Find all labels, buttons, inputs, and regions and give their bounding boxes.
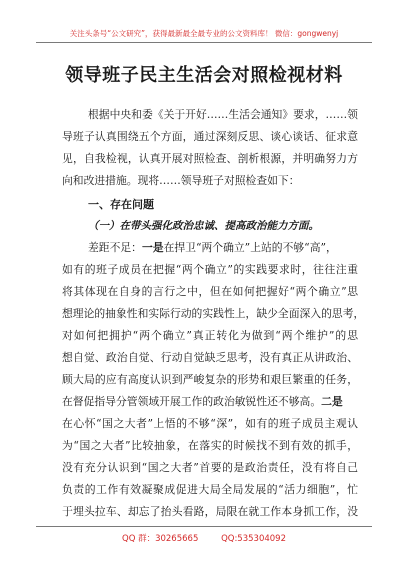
- body-line: 如有的班子成员在把握“两个确立”的实践要求时，往往注重: [62, 263, 358, 276]
- body-text: 在捍卫“两个确立”上站的不够“高”，: [163, 241, 337, 254]
- body-line: 将其体现在自身的言行之中，但在如何把握好“两个确立”思: [62, 285, 358, 298]
- body-line: 想理论的抽象性和实际行动的实践性上，缺少全面深入的思考，: [62, 307, 365, 320]
- body-line: 在心怀“国之大者”上悟的不够“深”，如有的班子成员主观认: [62, 417, 358, 430]
- body-line: 负责的工作有效凝聚成促进大局全局发展的“活力细胞”，忙: [62, 483, 358, 496]
- point-marker-1: 一是: [141, 241, 164, 254]
- intro-line: 根据中央和委《关于开好……生活会通知》要求，……领: [88, 108, 358, 121]
- intro-line: 导班子认真围绕五个方面，通过深刻反思、谈心谈话、征求意: [62, 130, 358, 143]
- footer-contact: [0, 532, 408, 544]
- body-line: 顾大局的应有高度认识到严峻复杂的形势和艰巨繁重的任务，: [62, 373, 358, 386]
- body-lead: 差距不足：: [88, 241, 142, 254]
- section-heading: 一、存在问题: [88, 198, 154, 211]
- body-line: [62, 395, 343, 409]
- footer-qq-group: QQ 群：30265665: [122, 534, 199, 544]
- page-title: 领导班子民主生活会对照检视材料: [65, 65, 343, 86]
- footer-divider: [36, 526, 372, 527]
- body-line: 没有充分认识到“国之大者”首要的是政治责任，没有将自己: [62, 461, 358, 474]
- body-line: 于埋头拉车、却忘了抬头看路，局限在就工作本身抓工作，没: [62, 505, 358, 518]
- body-text: 在督促指导分管领域开展工作的政治敏锐性还不够高。: [62, 395, 322, 408]
- intro-line: 向和改进措施。现将……领导班子对照检查如下：: [62, 174, 300, 187]
- intro-line: 见，自我检视，认真开展对照检查、剖析根源，并明确努力方: [62, 152, 358, 165]
- body-line: 对如何把拥护“两个确立”真正转化为做到“两个维护”的思: [62, 329, 358, 342]
- body-line: [88, 241, 337, 255]
- body-line: 为“国之大者”比较抽象，在落实的时候找不到有效的抓手，: [62, 439, 358, 452]
- header-promo-text: 关注头条号“公文研究”，获得最新最全最专业的公文资料库！ 微信：gongwenyj: [69, 29, 339, 38]
- subsection-heading: （一）在带头强化政治忠诚、提高政治能力方面。: [88, 220, 319, 232]
- body-line: 想自觉、政治自觉、行动自觉缺乏思考，没有真正从讲政治、: [62, 351, 358, 364]
- header-divider: [36, 42, 372, 43]
- point-marker-2: 二是: [321, 395, 343, 408]
- footer-qq: QQ:535304092: [221, 534, 286, 544]
